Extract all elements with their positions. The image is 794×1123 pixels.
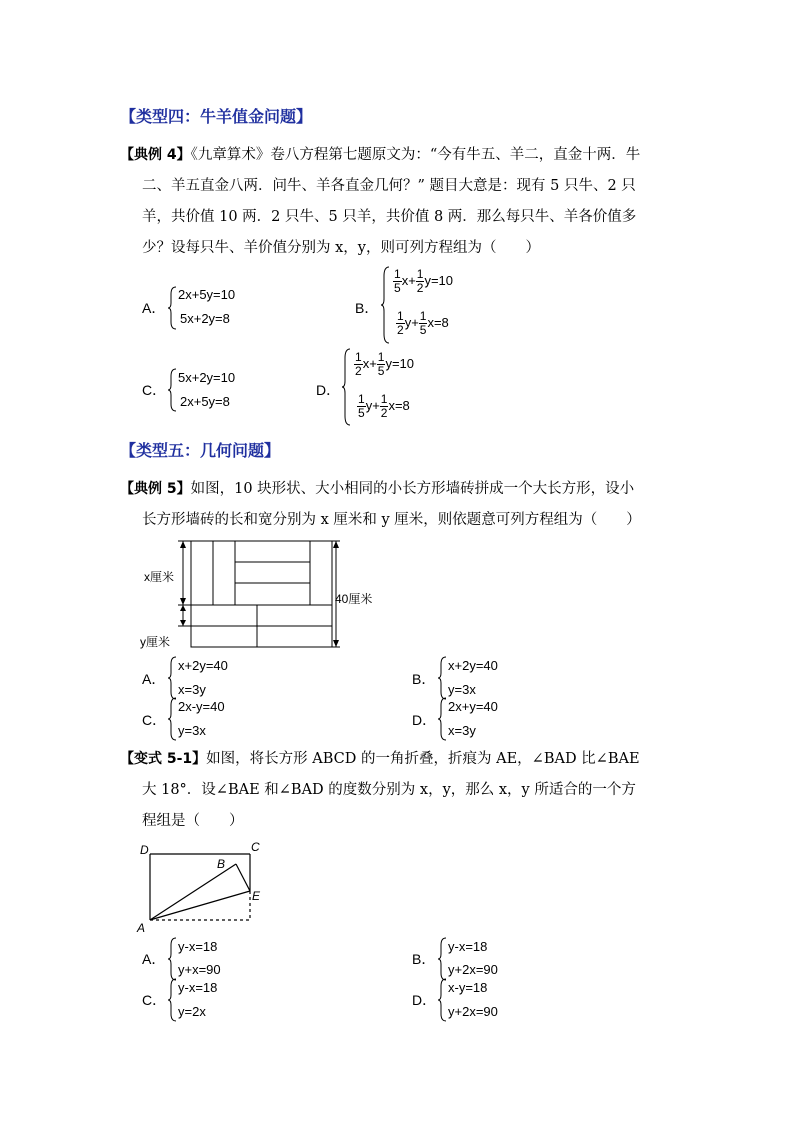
y-dimension-label: y厘米 (140, 635, 171, 649)
option-b-eq-2: y=3x (448, 682, 476, 697)
point-b-label: B (217, 857, 226, 871)
option-c-brace (168, 368, 178, 412)
option-c-letter: C． (142, 992, 167, 1008)
option-b-letter: B． (355, 300, 379, 316)
option-a-brace (168, 656, 178, 700)
variant-5-1-line-2: 大 18°．设∠BAE 和∠BAD 的度数分别为 x，y，那么 x，y 所适合的一个方 (142, 782, 636, 798)
option-b-brace (438, 937, 448, 981)
option-b-eq-2: $\frac{1}{2}$ y+ $\frac{1}{5}$ x=8 (397, 309, 449, 337)
folded-rectangle-figure (134, 838, 294, 934)
example-4-line-1 (120, 141, 640, 169)
option-d-brace (438, 697, 448, 741)
option-d-letter: D． (412, 712, 437, 728)
example-5-line-2: 长方形墙砖的长和宽分别为 x 厘米和 y 厘米，则依题意可列方程组为（ ） (142, 512, 641, 528)
outer-rectangle (191, 541, 332, 647)
example-4-text-1: 《九章算术》卷八方程第七题原文为：“今有牛五、羊二，直金十两．牛 (190, 147, 641, 163)
option-a-eq-2: x=3y (178, 682, 206, 697)
option-c-eq-1: 2x-y=40 (178, 699, 225, 714)
variant-5-1-text-1: 如图，将长方形 ABCD 的一角折叠，折痕为 AE，∠BAD 比∠BAE (206, 751, 640, 767)
option-c-eq-2: y=2x (178, 1004, 206, 1019)
option-b-brace (438, 656, 448, 700)
option-d-letter: D． (412, 992, 437, 1008)
option-d-letter: D． (316, 382, 341, 398)
section-4-title: 【类型四：牛羊值金问题】 (120, 107, 313, 126)
example-4-line-3: 羊，共价值 10 两．2 只牛、5 只羊，共价值 8 两．那么每只牛、羊各价值多 (142, 209, 637, 225)
variant-5-1-line-1 (120, 745, 640, 773)
option-b-eq-2: y+2x=90 (448, 962, 498, 977)
fraction: $\frac{1}{2}$ (416, 267, 424, 295)
option-d-eq-2: $\frac{1}{5}$ y+ $\frac{1}{2}$ x=8 (358, 392, 410, 420)
option-d-eq-2: y+2x=90 (448, 1004, 498, 1019)
point-a-label: A (137, 921, 146, 934)
option-c-brace (168, 978, 178, 1022)
option-c-eq-1: 5x+2y=10 (178, 370, 236, 385)
option-c-eq-1: y-x=18 (178, 980, 218, 995)
option-b-eq-1: y-x=18 (448, 939, 488, 954)
option-a-eq-2: y+x=90 (178, 962, 221, 977)
point-d-label: D (140, 843, 149, 857)
option-a-eq-1: 2x+5y=10 (178, 287, 236, 302)
option-b-eq-1: $\frac{1}{5}$ x+ $\frac{1}{2}$ y=10 (394, 267, 454, 295)
option-a-eq-1: y-x=18 (178, 939, 218, 954)
section-5-title: 【类型五：几何问题】 (120, 441, 281, 460)
fraction: $\frac{1}{5}$ (419, 309, 427, 337)
fraction: $\frac{1}{2}$ (355, 350, 362, 378)
x-dimension-label: x厘米 (144, 570, 175, 584)
fraction: $\frac{1}{5}$ (358, 392, 365, 420)
option-a-brace (168, 937, 178, 981)
example-5-text-1: 如图，10 块形状、大小相同的小长方形墙砖拼成一个大长方形，设小 (190, 481, 635, 497)
option-a-eq-2: 5x+2y=8 (180, 311, 230, 326)
option-d-eq-1: x-y=18 (448, 980, 488, 995)
option-a-letter: A． (142, 300, 166, 316)
variant-5-1-label: 【变式 5-1】 (120, 751, 207, 767)
option-d-brace (342, 348, 352, 426)
option-a-letter: A． (142, 671, 166, 687)
option-d-eq-1: $\frac{1}{2}$ x+ $\frac{1}{5}$ y=10 (355, 350, 415, 378)
option-a-letter: A． (142, 951, 166, 967)
fraction: $\frac{1}{5}$ (394, 267, 401, 295)
brick-wall-figure (140, 536, 390, 652)
option-c-eq-2: y=3x (178, 723, 206, 738)
option-b-eq-1: x+2y=40 (448, 658, 498, 673)
point-c-label: C (251, 840, 260, 854)
fraction: $\frac{1}{2}$ (397, 309, 404, 337)
option-c-brace (168, 697, 178, 741)
variant-5-1-line-3: 程组是（ ） (142, 813, 244, 829)
option-c-letter: C． (142, 382, 167, 398)
option-c-letter: C． (142, 712, 167, 728)
option-d-brace (438, 978, 448, 1022)
example-5-label: 【典例 5】 (120, 481, 191, 497)
option-b-brace (381, 266, 391, 344)
option-a-eq-1: x+2y=40 (178, 658, 228, 673)
point-e-label: E (252, 889, 261, 903)
example-5-line-1 (120, 475, 634, 503)
option-c-eq-2: 2x+5y=8 (180, 394, 230, 409)
option-b-letter: B． (412, 951, 436, 967)
height-dimension-label: 40厘米 (335, 592, 373, 606)
example-4-line-4: 少？设每只牛、羊价值分别为 x，y，则可列方程组为（ ） (142, 240, 540, 256)
option-d-eq-1: 2x+y=40 (448, 699, 498, 714)
fraction: $\frac{1}{2}$ (380, 392, 388, 420)
option-b-letter: B． (412, 671, 436, 687)
example-4-label: 【典例 4】 (120, 147, 191, 163)
example-4-line-2: 二、羊五直金八两．问牛、羊各直金几何？” 题目大意是：现有 5 只牛、2 只 (142, 178, 636, 194)
option-d-eq-2: x=3y (448, 723, 476, 738)
fraction: $\frac{1}{5}$ (377, 350, 385, 378)
option-a-brace (168, 286, 178, 330)
